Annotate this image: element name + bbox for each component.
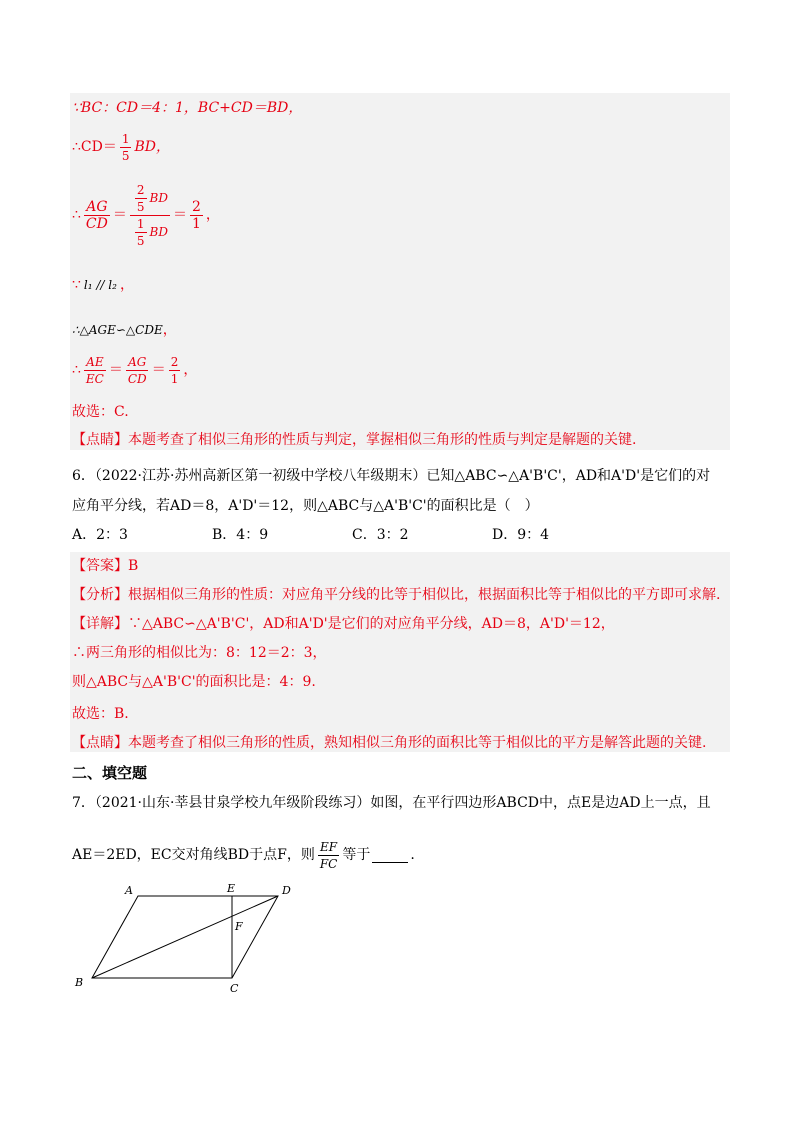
complex-fraction: $\frac{2}{5}$ BD $\frac{1}{5}$ BD bbox=[130, 182, 170, 249]
label-d: D bbox=[282, 884, 291, 897]
step-similar: ∴△AGE∽△CDE ， bbox=[72, 322, 177, 338]
label-a: A bbox=[125, 884, 133, 897]
answer-label: 【答案】B bbox=[72, 558, 139, 574]
section-title: 二、填空题 bbox=[72, 764, 148, 782]
fraction-ef-fc: $\frac{EF}{FC}$ bbox=[319, 839, 338, 871]
detail-text: 【详解】∵△ABC∽△A'B'C'，AD和A'D'是它们的对应角平分线，AD＝8，A'D'＝12， bbox=[72, 616, 615, 632]
step-ag-cd: ∴ $\frac{AG}{CD}$ ＝ $\frac{2}{5}$ BD $\frac{1}{5}$ BD ＝ $\frac{2}{1}$ ， bbox=[72, 182, 220, 248]
fraction-ag-cd: $\frac{AG}{CD}$ bbox=[85, 198, 108, 232]
comment-1: 【点睛】本题考查了相似三角形的性质与判定，掌握相似三角形的性质与判定是解题的关键. bbox=[72, 432, 637, 448]
step-ae-ec: ∴ $\frac{AE}{EC}$ ＝ $\frac{AG}{CD}$ ＝ $\frac{2}{1}$ ， bbox=[72, 354, 198, 386]
option-d[interactable]: D．9：4 bbox=[492, 527, 550, 543]
option-c[interactable]: C．3：2 bbox=[352, 527, 409, 543]
step-cd: ∴CD＝ $\frac{1}{5}$ BD， bbox=[72, 131, 170, 163]
q7-stem-2: AE＝2ED，EC交对角线BD于点F，则 $\frac{EF}{FC}$ 等于 . bbox=[72, 839, 415, 871]
area-text: 则△ABC与△A'B'C'的面积比是：4：9. bbox=[72, 674, 316, 690]
q7-stem-1: 7．（2021·山东·莘县甘泉学校九年级阶段练习）如图，在平行四边形ABCD中，点E是边AD上一点，且 bbox=[72, 795, 711, 811]
label-b: B bbox=[75, 976, 84, 989]
fraction-two-one-2: $\frac{2}{1}$ bbox=[170, 354, 179, 386]
fraction-two-one: $\frac{2}{1}$ bbox=[191, 198, 201, 232]
q6-stem-1: 6．（2022·江苏·苏州高新区第一初级中学校八年级期末）已知△ABC∽△A'B'C'，AD和A'D'是它们的对 bbox=[72, 468, 711, 484]
label-c: C bbox=[230, 982, 239, 995]
answer-blank[interactable] bbox=[372, 848, 408, 863]
parallelogram-figure bbox=[70, 880, 330, 1000]
choose-b: 故选：B. bbox=[72, 706, 129, 722]
option-a[interactable]: A．2：3 bbox=[72, 527, 128, 543]
q6-stem-2: 应角平分线，若AD＝8，A'D'＝12，则△ABC与△A'B'C'的面积比是（ ） bbox=[72, 498, 539, 514]
fraction-ae-ec: $\frac{AE}{EC}$ bbox=[85, 354, 104, 386]
label-e: E bbox=[227, 882, 236, 895]
step-ratio: ∵BC：CD＝4：1，BC+CD＝BD， bbox=[72, 100, 303, 116]
step-choose-c: 故选：C. bbox=[72, 404, 129, 420]
step-parallel: ∵ l₁ // l₂ ， bbox=[72, 277, 134, 293]
comment-2: 【点睛】本题考查了相似三角形的性质，熟知相似三角形的面积比等于相似比的平方是解答此题的关键. bbox=[72, 735, 707, 751]
option-b[interactable]: B．4：9 bbox=[212, 527, 269, 543]
fraction-one-fifth: $\frac{1}{5}$ bbox=[121, 131, 130, 163]
label-f: F bbox=[235, 920, 243, 933]
fraction-ag-cd-2: $\frac{AG}{CD}$ bbox=[127, 354, 147, 386]
analysis-text: 【分析】根据相似三角形的性质：对应角平分线的比等于相似比，根据面积比等于相似比的平方即可求解. bbox=[72, 587, 721, 603]
ratio-text: ∴两三角形的相似比为：8：12＝2：3， bbox=[72, 645, 327, 661]
diagonal-bd bbox=[92, 896, 278, 978]
